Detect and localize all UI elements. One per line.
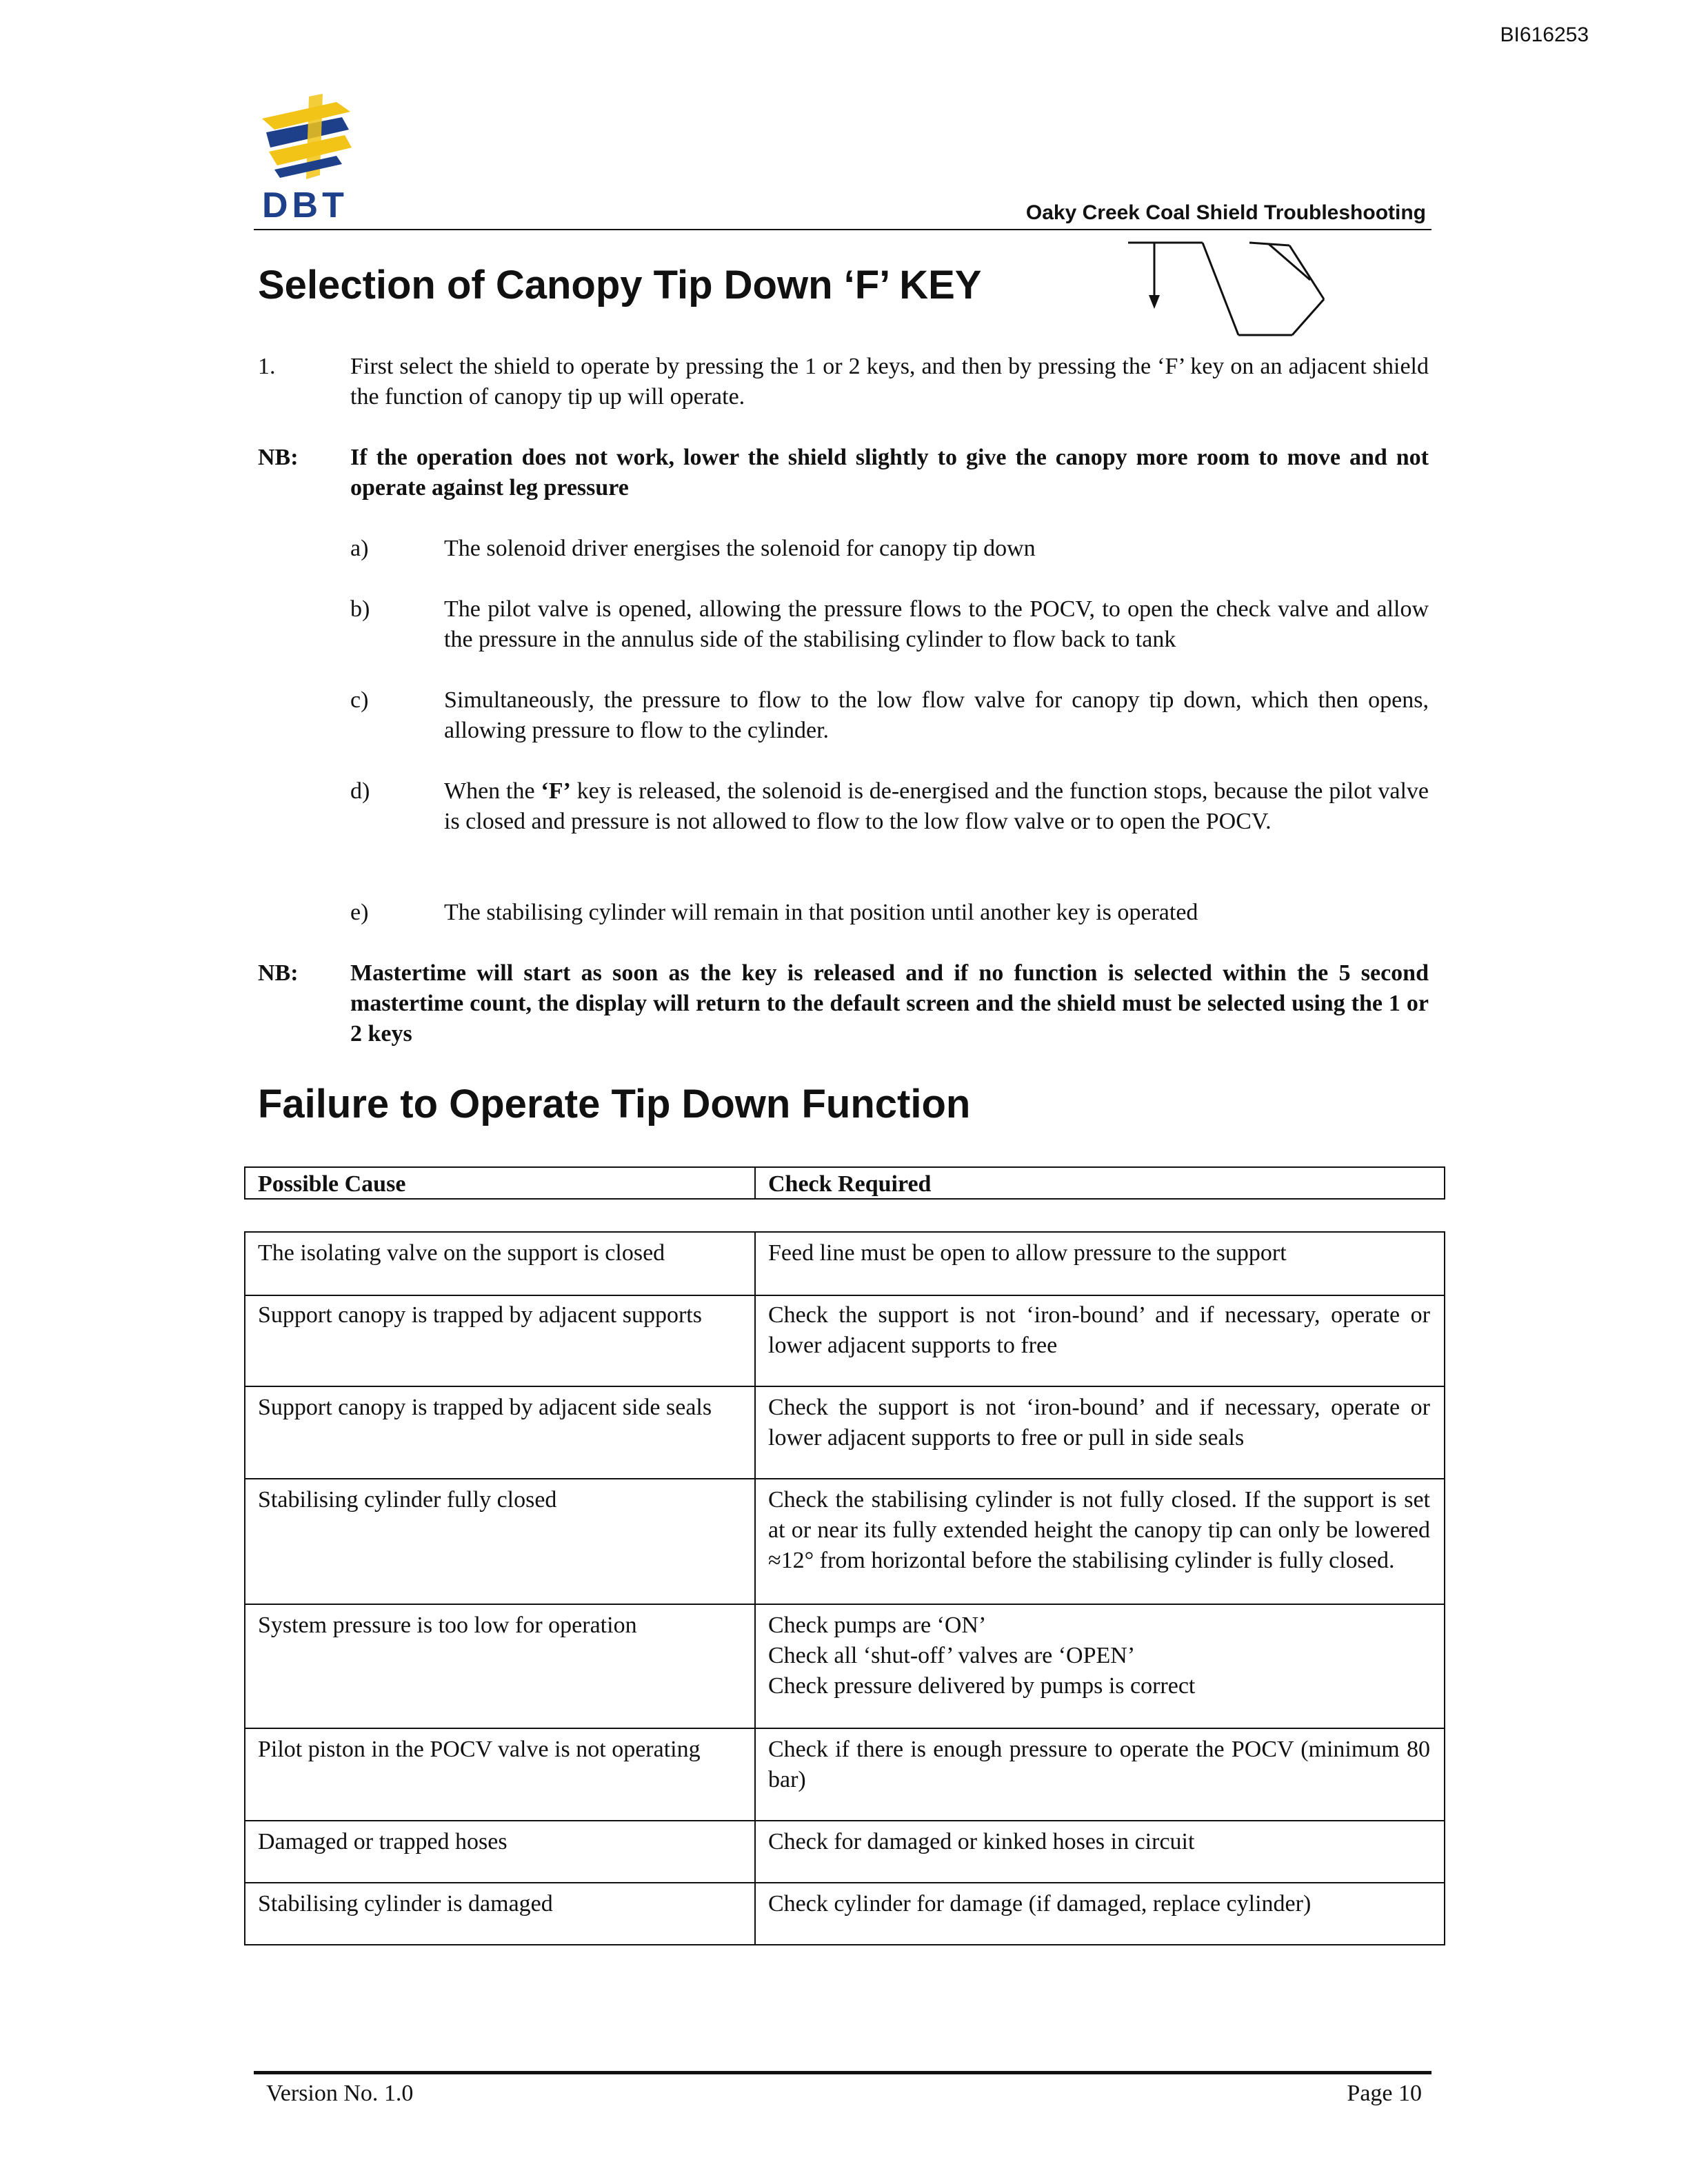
header-divider [254, 229, 1431, 230]
nb-label: NB: [258, 445, 299, 470]
substep-label: d) [350, 778, 370, 804]
substep-label: c) [350, 687, 369, 713]
cause-cell: Stabilising cylinder is damaged [245, 1883, 756, 1944]
document-id: BI616253 [1500, 23, 1589, 46]
substep-text [444, 776, 1429, 837]
substep-text-part: key is released, the solenoid is de-energised and the function stops, because the pilot valve is closed and pressure is not allowed to flow to the low flow valve or to open the POCV. [444, 778, 1429, 834]
check-line: Feed line must be open to allow pressure to the support [768, 1240, 1287, 1266]
table-row [244, 1729, 1445, 1821]
cause-cell: Support canopy is trapped by adjacent supports [245, 1295, 756, 1386]
cause-cell: Damaged or trapped hoses [245, 1821, 756, 1882]
substep-label: e) [350, 900, 369, 925]
substep-text: The stabilising cylinder will remain in that position until another key is operated [444, 900, 1198, 925]
check-cell [756, 1295, 1444, 1386]
table-row [244, 1387, 1445, 1479]
substep-label: a) [350, 536, 369, 561]
check-cell [756, 1883, 1444, 1944]
nb-label: NB: [258, 960, 299, 986]
logo-text: DBT [262, 185, 348, 225]
canopy-tip-down-symbol-icon [1124, 240, 1331, 339]
check-cell [756, 1233, 1444, 1295]
substep-label: b) [350, 596, 370, 622]
footer-page-number: Page 10 [1347, 2081, 1422, 2106]
check-line: Check pressure delivered by pumps is correct [768, 1673, 1196, 1699]
footer-version: Version No. 1.0 [266, 2081, 414, 2106]
check-line: Check if there is enough pressure to operate the POCV (minimum 80 bar) [768, 1737, 1430, 1792]
check-line: Check for damaged or kinked hoses in circuit [768, 1829, 1195, 1854]
nb-text: Mastertime will start as soon as the key is released and if no function is selected within the 5 second mastertime count, the display will return to the default screen and the shield must be selected using the 1 or 2 keys [350, 960, 1429, 1046]
cause-cell: Support canopy is trapped by adjacent side seals [245, 1387, 756, 1478]
footer-divider [254, 2071, 1431, 2074]
table-row [244, 1883, 1445, 1945]
cause-cell: The isolating valve on the support is closed [245, 1233, 756, 1295]
header-title: Oaky Creek Coal Shield Troubleshooting [1025, 201, 1426, 224]
table-row [244, 1605, 1445, 1729]
check-cell [756, 1605, 1444, 1728]
check-line: Check all ‘shut-off’ valves are ‘OPEN’ [768, 1643, 1136, 1668]
check-line: Check cylinder for damage (if damaged, replace cylinder) [768, 1891, 1312, 1917]
step-number: 1. [258, 354, 276, 379]
check-cell [756, 1821, 1444, 1882]
substep-text-part: When the [444, 778, 541, 804]
substep-text: The solenoid driver energises the solenoid for canopy tip down [444, 536, 1036, 561]
table-row [244, 1231, 1445, 1296]
nb-text: If the operation does not work, lower the shield slightly to give the canopy more room to move and not operate against leg pressure [350, 445, 1429, 501]
substep-text: The pilot valve is opened, allowing the pressure flows to the POCV, to open the check valve and allow the pressure in the annulus side of the stabilising cylinder to flow back to tank [444, 596, 1429, 652]
cause-cell: Pilot piston in the POCV valve is not operating [245, 1729, 756, 1820]
check-cell [756, 1479, 1444, 1604]
section-title-canopy-tip-down: Selection of Canopy Tip Down ‘F’ KEY [258, 263, 982, 307]
table-row [244, 1821, 1445, 1883]
table-header-cause: Possible Cause [245, 1168, 756, 1198]
table-header-row [244, 1166, 1445, 1200]
check-line: Check pumps are ‘ON’ [768, 1612, 987, 1638]
check-line: Check the support is not ‘iron-bound’ and if necessary, operate or lower adjacent supports to free or pull in side seals [768, 1395, 1430, 1450]
check-cell [756, 1387, 1444, 1478]
table-header-check: Check Required [768, 1171, 932, 1197]
table-row [244, 1295, 1445, 1387]
substep-text: Simultaneously, the pressure to flow to the low flow valve for canopy tip down, which then opens, allowing pressure to flow to the cylinder. [444, 687, 1429, 743]
cause-cell: System pressure is too low for operation [245, 1605, 756, 1728]
step-text: First select the shield to operate by pressing the 1 or 2 keys, and then by pressing the ‘F’ key on an adjacent shield the function of canopy tip up will operate. [350, 354, 1429, 410]
table-row [244, 1479, 1445, 1605]
check-line: Check the support is not ‘iron-bound’ and if necessary, operate or lower adjacent supports to free [768, 1302, 1430, 1358]
section-title-failure: Failure to Operate Tip Down Function [258, 1082, 971, 1126]
check-line: Check the stabilising cylinder is not fully closed. If the support is set at or near its fully extended height the canopy tip can only be lowered ≈12° from horizontal before the stabilising cylinder is fully closed. [768, 1487, 1430, 1573]
check-cell [756, 1729, 1444, 1820]
f-key-label: ‘F’ [541, 778, 571, 804]
cause-cell: Stabilising cylinder fully closed [245, 1479, 756, 1604]
